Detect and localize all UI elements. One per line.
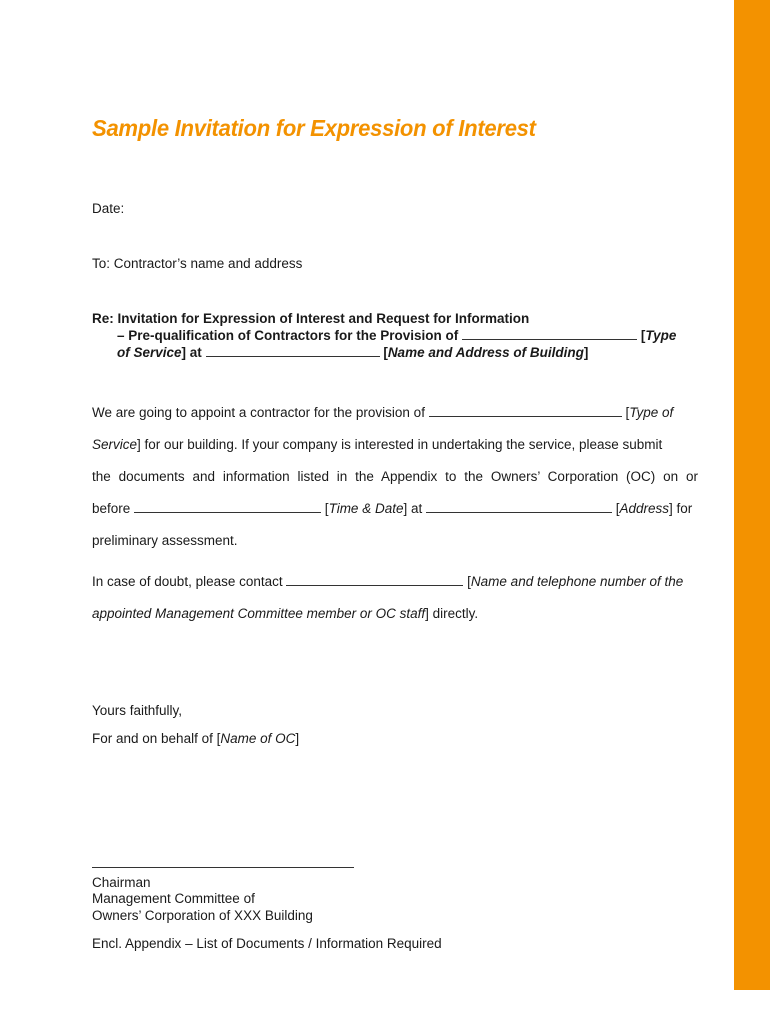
para1-line-4: before [Time & Date] at [Address] for <box>92 501 693 516</box>
for-word: ] for <box>669 501 693 516</box>
para1-prefix: We are going to appoint a contractor for the provision of <box>92 405 425 420</box>
recipient-line: To: Contractor’s name and address <box>92 256 303 271</box>
directly-text: ] directly. <box>425 606 479 621</box>
type-of-placeholder: Type of <box>629 405 674 420</box>
closing-yours: Yours faithfully, <box>92 703 183 718</box>
building-blank[interactable] <box>206 345 380 357</box>
para1-line-2 <box>92 437 662 452</box>
building-placeholder: Name and Address of Building <box>387 345 584 360</box>
date-label: Date: <box>92 201 125 216</box>
para1-line-2-text: ] for our building. If your company is interested in undertaking the service, please submit <box>137 437 663 452</box>
orange-side-bar <box>734 0 770 990</box>
type-placeholder: Type <box>645 328 677 343</box>
address-placeholder: Address <box>619 501 670 516</box>
provision-blank[interactable] <box>429 405 622 417</box>
para2-line-1: In case of doubt, please contact [Name and telephone number of the <box>92 574 684 589</box>
re-line-2 <box>117 328 676 343</box>
enclosure-note: Encl. Appendix – List of Documents / Information Required <box>92 936 442 951</box>
para1-line-1: We are going to appoint a contractor for the provision of [Type of <box>92 405 674 420</box>
para1-line-5: preliminary assessment. <box>92 533 238 548</box>
address-blank[interactable] <box>426 501 612 513</box>
before-word: before <box>92 501 131 516</box>
signature-corporation: Owners’ Corporation of XXX Building <box>92 908 313 923</box>
re-line-1: Re: Invitation for Expression of Interest and Request for Information <box>92 311 530 326</box>
time-date-blank[interactable] <box>134 501 321 513</box>
at-word: ] at <box>403 501 423 516</box>
service-placeholder: Service <box>92 437 138 452</box>
para1-line-3: the documents and information listed in the Appendix to the Owners’ Corporation (OC) on or <box>92 469 698 484</box>
behalf-suffix: ] <box>295 731 300 746</box>
time-date-placeholder: Time & Date <box>328 501 404 516</box>
re-line-3: of Service] at [Name and Address of Building] <box>117 345 589 360</box>
of-service-placeholder: of Service <box>117 345 182 360</box>
contact-prefix: In case of doubt, please contact <box>92 574 283 589</box>
committee-placeholder: appointed Management Committee member or OC staff <box>92 606 426 621</box>
service-type-blank[interactable] <box>462 328 637 340</box>
signature-role: Chairman <box>92 875 151 890</box>
behalf-prefix: For and on behalf of [ <box>92 731 221 746</box>
signature-line[interactable] <box>92 867 354 868</box>
document-title: Sample Invitation for Expression of Interest <box>92 115 536 141</box>
bracket-open: [ <box>640 328 646 343</box>
para2-line-2 <box>92 606 478 621</box>
re-prequalification-text: – Pre-qualification of Contractors for the Provision of <box>117 328 459 343</box>
closing-behalf <box>92 731 299 746</box>
bracket-close: ] <box>583 345 589 360</box>
signature-committee: Management Committee of <box>92 891 255 906</box>
name-of-oc-placeholder: Name of OC <box>220 731 296 746</box>
bracket-close-at: ] at <box>181 345 202 360</box>
contact-blank[interactable] <box>286 574 463 586</box>
contact-placeholder: Name and telephone number of the <box>470 574 684 589</box>
